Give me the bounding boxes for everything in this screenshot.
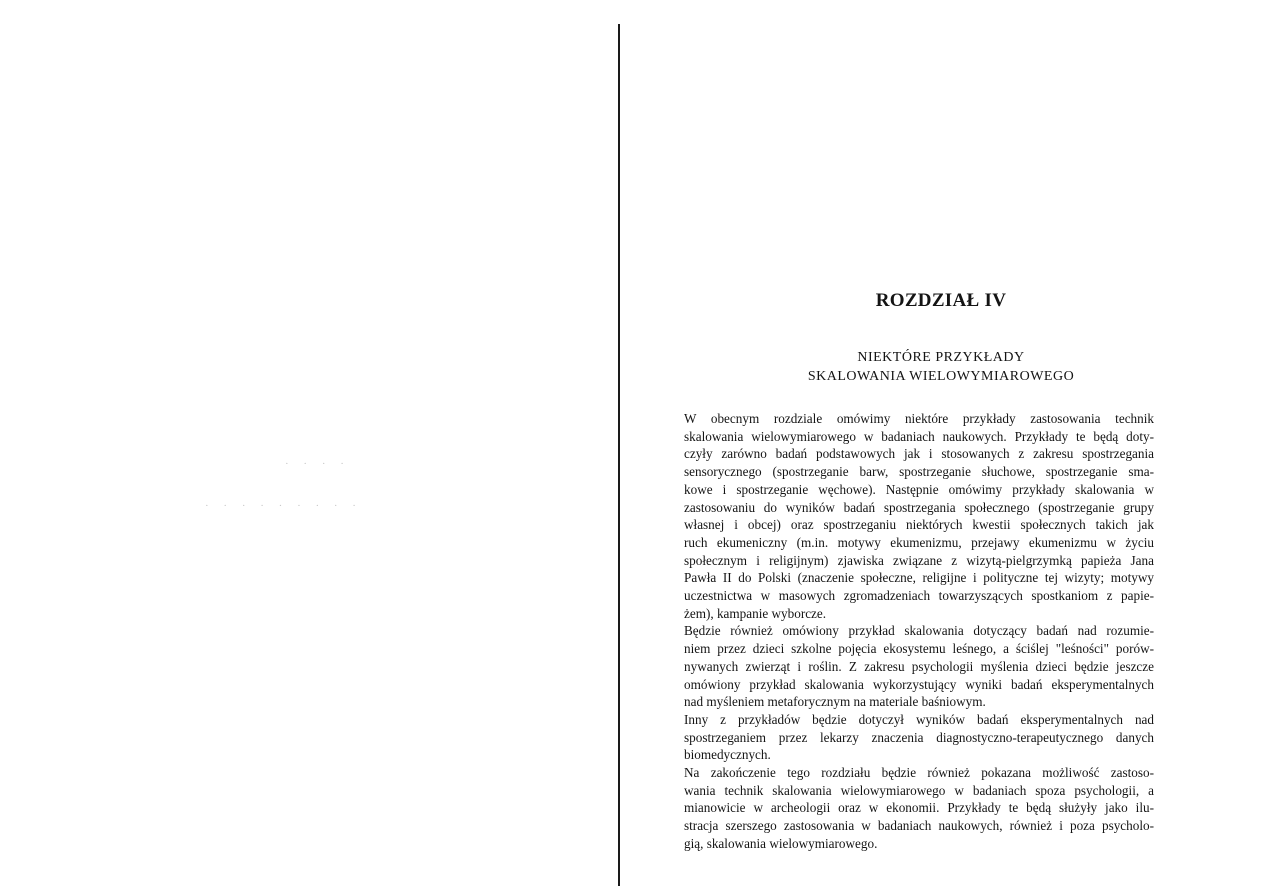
text-line: Pawła II do Polski (znaczenie społeczne, religijne i polityczne tej wizyty; motywy — [684, 570, 1154, 586]
text-line: kowe i spostrzeganie węchowe). Następnie omówimy przykłady skalowania w — [684, 481, 1154, 497]
paragraph-4 — [664, 764, 1154, 853]
text-line: Będzie również omówiony przykład skalowania dotyczący badań nad rozumie- — [684, 623, 1154, 639]
text-line: nywanych zwierząt i roślin. Z zakresu psychologii myślenia dzieci będzie jeszcze — [684, 658, 1154, 674]
scan-speckle: · · · · — [285, 458, 350, 470]
text-line: sensorycznego (spostrzeganie barw, spostrzeganie słuchowe, spostrzeganie sma- — [684, 464, 1154, 480]
text-line: stracja szerszego zastosowania w badaniach naukowych, również i poza psycholo- — [684, 818, 1154, 834]
text-line: skalowania wielowymiarowego w badaniach naukowych. Przykłady te będą doty- — [684, 428, 1154, 444]
chapter-subtitle-line: SKALOWANIA WIELOWYMIAROWEGO — [807, 369, 1075, 384]
text-line: ruch ekumeniczny (m.in. motywy ekumenizmu, przejawy ekumenizmu w życiu — [684, 534, 1154, 550]
text-line: Na zakończenie tego rozdziału będzie również pokazana możliwość zastoso- — [684, 765, 1154, 781]
text-line: społecznym i religijnym) zjawiska związane z wizytą-pielgrzymką papieża Jana — [684, 552, 1154, 568]
chapter-body — [664, 410, 1154, 853]
text-line: biomedycznych. — [684, 747, 771, 763]
text-line: omówiony przykład skalowania wykorzystujący wyniki badań eksperymentalnych — [684, 676, 1154, 692]
text-line: spostrzeganiem przez lekarzy znaczenia diagnostyczno-terapeutycznego danych — [684, 729, 1154, 745]
text-line: czyły zarówno badań podstawowych jak i stosowanych z zakresu spostrzegania — [684, 446, 1154, 462]
text-line: gią, skalowania wielowymiarowego. — [684, 835, 878, 851]
paragraph-2 — [664, 622, 1154, 711]
text-line: mianowicie w archeologii oraz w ekonomii. Przykłady te będą służyły jako ilu- — [684, 800, 1154, 816]
text-line: niem przez dzieci szkolne pojęcia ekosystemu leśnego, a ściślej "leśności" porów- — [684, 641, 1154, 657]
text-line: żem), kampanie wyborcze. — [684, 605, 827, 621]
scan-speckle: · · · · · · · · · — [205, 500, 362, 512]
text-line: Inny z przykładów będzie dotyczył wyników badań eksperymentalnych nad — [684, 711, 1154, 727]
text-line: W obecnym rozdziale omówimy niektóre przykłady zastosowania technik — [684, 411, 1154, 426]
text-line: własnej i obcej) oraz spostrzeganiu niektórych kwestii społecznych takich jak — [684, 517, 1154, 533]
text-line: nad myśleniem metaforycznym na materiale baśniowym. — [684, 694, 986, 710]
chapter-subtitle — [620, 348, 1262, 386]
paragraph-3 — [664, 711, 1154, 764]
text-line: zastosowaniu do wyników badań spostrzegania społecznego (spostrzeganie grupy — [684, 499, 1154, 515]
paragraph-1 — [664, 410, 1154, 622]
text-line: wania technik skalowania wielowymiarowego w badaniach spoza psychologii, a — [684, 782, 1154, 798]
right-page — [620, 0, 1262, 894]
text-line: uczestnictwa w masowych zgromadzeniach towarzyszących spostkaniom z papie- — [684, 588, 1154, 604]
left-page-blank — [0, 0, 618, 894]
chapter-heading: ROZDZIAŁ IV — [875, 290, 1007, 311]
chapter-subtitle-line: NIEKTÓRE PRZYKŁADY — [857, 350, 1025, 365]
